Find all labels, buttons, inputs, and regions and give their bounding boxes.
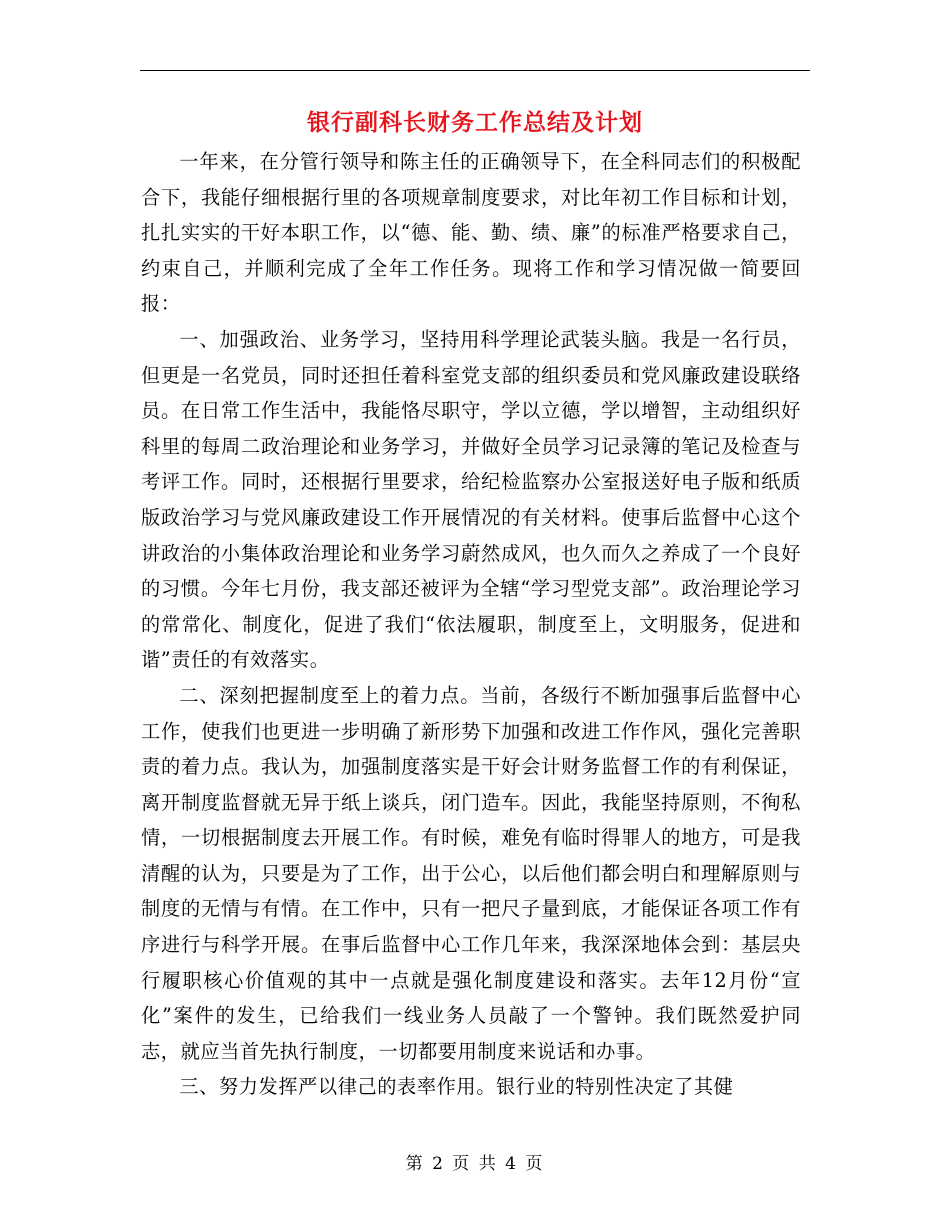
document-title: 银行副科长财务工作总结及计划 [307,109,643,136]
document-body [141,144,801,1105]
header-rule [140,70,810,71]
paragraph-section-2: 二、深刻把握制度至上的着力点。当前，各级行不断加强事后监督中心工作，使我们也更进一步明确了新形势下加强和改进工作作风，强化完善职责的着力点。我认为，加强制度落实是干好会计财务监督工作的有利保证，离开制度监督就无异于纸上谈兵，闭门造车。因此，我能坚持原则，不徇私情，一切根据制度去开展工作。有时候，难免有临时得罪人的地方，可是我清醒的认为，只要是为了工作，出于公心，以后他们都会明白和理解原则与制度的无情与有情。在工作中，只有一把尺子量到底，才能保证各项工作有序进行与科学开展。在事后监督中心工作几年来，我深深地体会到：基层央行履职核心价值观的其中一点就是强化制度建设和落实。去年12月份“宣化”案件的发生，已给我们一线业务人员敲了一个警钟。我们既然爱护同志，就应当首先执行制度，一切都要用制度来说话和办事。 [141,683,801,1063]
page-number-footer: 第 2 页 共 4 页 [405,1154,545,1174]
paragraph-intro: 一年来，在分管行领导和陈主任的正确领导下，在全科同志们的积极配合下，我能仔细根据行里的各项规章制度要求，对比年初工作目标和计划，扎扎实实的干好本职工作，以“德、能、勤、绩、廉”的标准严格要求自己，约束自己，并顺利完成了全年工作任务。现将工作和学习情况做一简要回报： [141,150,801,316]
paragraph-section-3: 三、努力发挥严以律己的表率作用。银行业的特别性决定了其健 [179,1075,734,1099]
paragraph-section-1: 一、加强政治、业务学习，坚持用科学理论武装头脑。我是一名行员，但更是一名党员，同时还担任着科室党支部的组织委员和党风廉政建设联络员。在日常工作生活中，我能恪尽职守，学以立德，学以增智，主动组织好科里的每周二政治理论和业务学习，并做好全员学习记录簿的笔记及检查与考评工作。同时，还根据行里要求，给纪检监察办公室报送好电子版和纸质版政治学习与党风廉政建设工作开展情况的有关材料。使事后监督中心这个讲政治的小集体政治理论和业务学习蔚然成风，也久而久之养成了一个良好的习惯。今年七月份，我支部还被评为全辖“学习型党支部”。政治理论学习的常常化、制度化，促进了我们“依法履职，制度至上，文明服务，促进和谐”责任的有效落实。 [141,327,801,672]
